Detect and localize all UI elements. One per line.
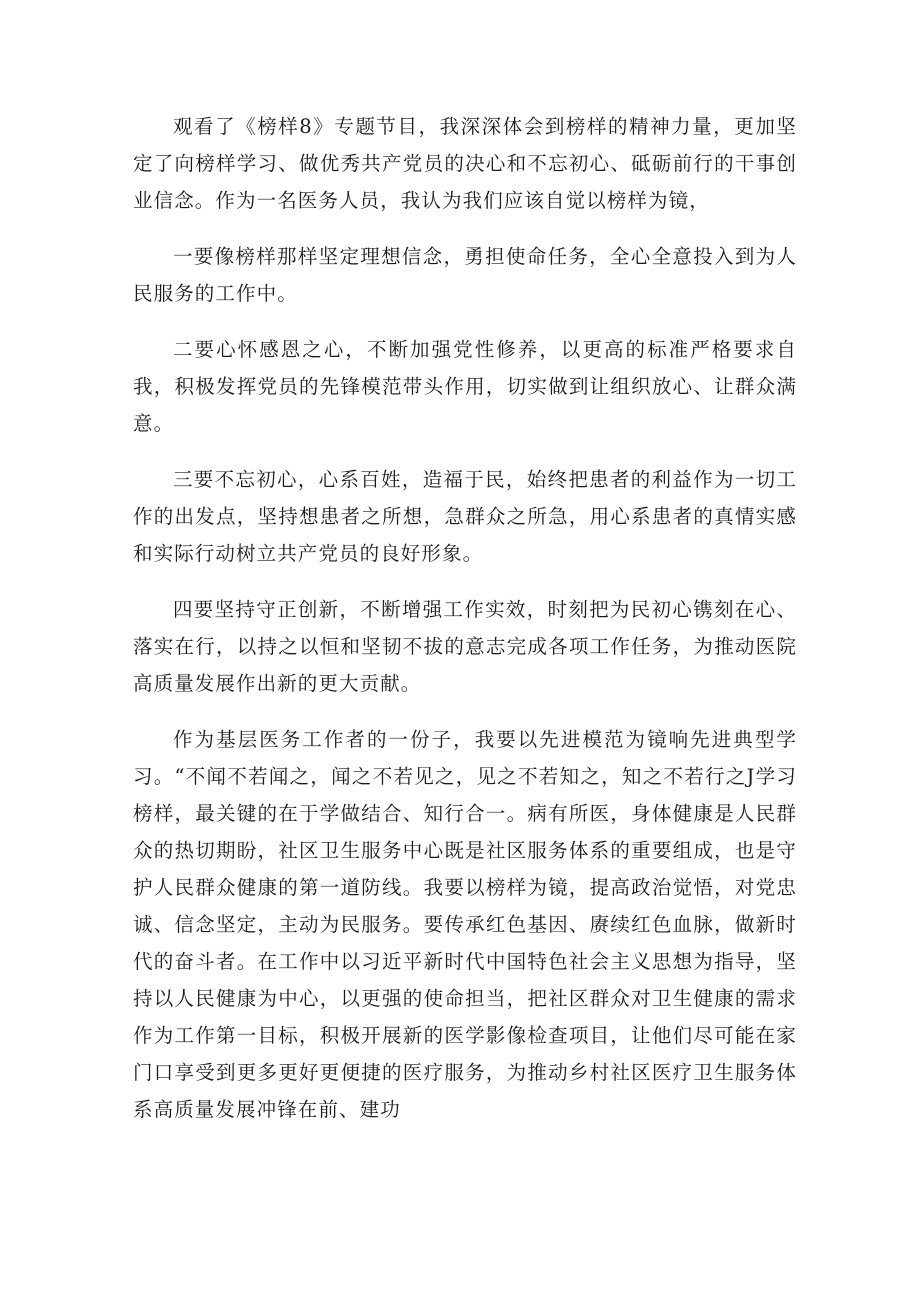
paragraph-point-two: 二要心怀感恩之心，不断加强党性修养，以更高的标准严格要求自我，积极发挥党员的先锋模范带头作用，切实做到让组织放心、让群众满意。 [133,338,797,435]
paragraph-point-three: 三要不忘初心，心系百姓，造福于民，始终把患者的利益作为一切工作的出发点，坚持想患者之所想，急群众之所急，用心系患者的真情实感和实际行动树立共产党员的良好形象。 [133,468,797,565]
paragraph-point-four: 四要坚持守正创新，不断增强工作实效，时刻把为民初心镌刻在心、落实在行，以持之以恒和坚韧不拔的意志完成各项工作任务，为推动医院高质量发展作出新的更大贡献。 [133,598,797,695]
document-body [133,108,797,1147]
paragraph-reflection: 作为基层医务工作者的一份子，我要以先进模范为镜响先进典型学习。“不闻不若闻之，闻之不若见之，见之不若知之，知之不若行之J学习榜样，最关键的在于学做结合、知行合一。病有所医，身体健康是人民群众的热切期盼，社区卫生服务中心既是社区服务体系的重要组成，也是守护人民群众健康的第一道防线。我要以榜样为镜，提高政治觉悟，对党忠诚、信念坚定，主动为民服务。要传承红色基因、赓续红色血脉，做新时代的奋斗者。在工作中以习近平新时代中国特色社会主义思想为指导，坚持以人民健康为中心，以更强的使命担当，把社区群众对卫生健康的需求作为工作第一目标，积极开展新的医学影像检查项目，让他们尽可能在家门口享受到更多更好更便捷的医疗服务，为推动乡村社区医疗卫生服务体系高质量发展冲锋在前、建功 [133,728,797,1121]
paragraph-intro: 观看了《榜样8》专题节目，我深深体会到榜样的精神力量，更加坚定了向榜样学习、做优秀共产党员的决心和不忘初心、砥砺前行的干事创业信念。作为一名医务人员，我认为我们应该自觉以榜样为镜， [133,115,797,212]
paragraph-point-one: 一要像榜样那样坚定理想信念，勇担使命任务，全心全意投入到为人民服务的工作中。 [133,245,797,305]
